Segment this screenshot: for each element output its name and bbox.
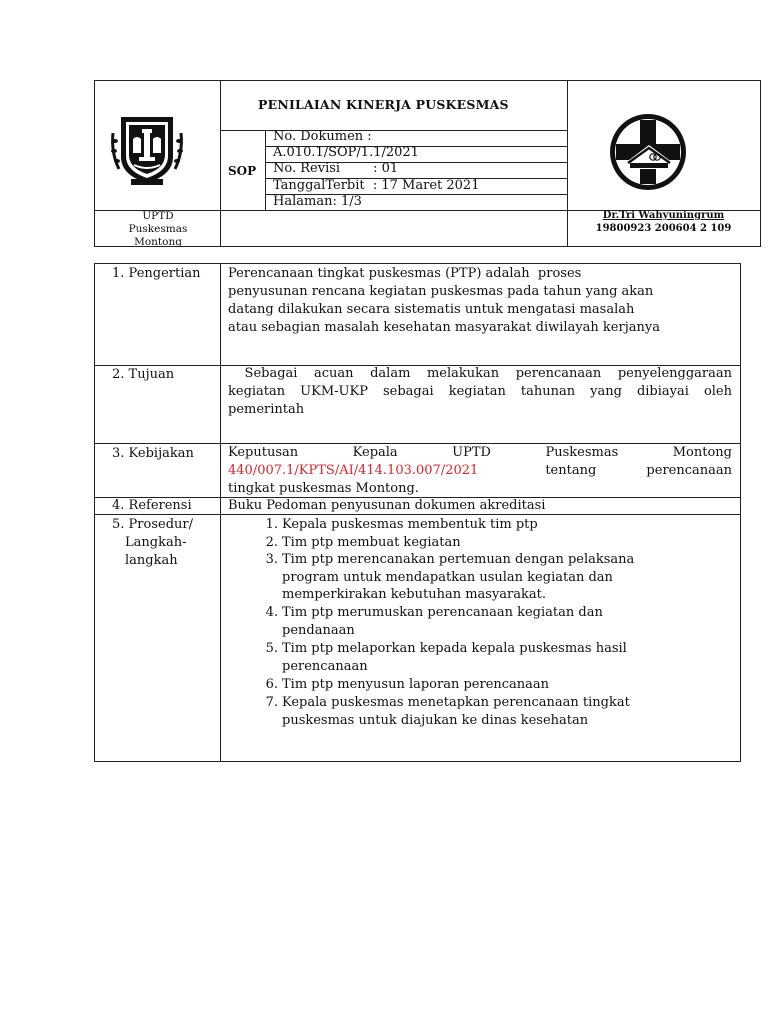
coat-of-arms-logo: [109, 113, 185, 187]
doc-number-label: No. Dokumen :: [273, 129, 372, 144]
tujuan-line: Sebagai acuan dalam melakukan perencanaan penyelenggaraan: [228, 366, 732, 381]
org-name-line2: Puskesmas: [128, 223, 188, 235]
issue-date: TanggalTerbit : 17 Maret 2021: [273, 178, 480, 193]
kebijakan-line: tingkat puskesmas Montong.: [228, 481, 419, 496]
procedure-steps: 1. Kepala puskesmas membentuk tim ptp 2. Tim ptp membuat kegiatan 3. Tim ptp merencanakan pertemuan dengan pelaksana program untuk mendapatkan usulan kegiatan dan memperkirakan kebutuhan masyarakat. 4. Tim ptp merumuskan perencanaan kegiatan dan pendanaan 5. Tim ptp melaporkan kepada kepala puskesmas hasil perencanaan 6. Tim ptp menyusun laporan perencanaan 7. Kepala puskesmas menetapkan perencanaan tingkat puskesmas untuk diajukan ke dinas kesehatan: [258, 516, 728, 756]
label-referensi: 4. Referensi: [112, 498, 192, 513]
label-pengertian: 1. Pengertian: [112, 266, 201, 281]
pengertian-line: Perencanaan tingkat puskesmas (PTP) adalah proses: [228, 266, 582, 281]
pengertian-line: penyusunan rencana kegiatan puskesmas pada tahun yang akan: [228, 284, 654, 299]
label-prosedur: Langkah-: [125, 535, 187, 550]
label-prosedur: 5. Prosedur/: [112, 517, 193, 532]
kebijakan-line: Keputusan Kepala UPTD Puskesmas Montong: [228, 445, 732, 460]
revision-number: No. Revisi : 01: [273, 161, 399, 176]
pengertian-line: datang dilakukan secara sistematis untuk mengatasi masalah: [228, 302, 635, 317]
header-table: [94, 80, 761, 247]
pengertian-line: atau sebagian masalah kesehatan masyarakat diwilayah kerjanya: [228, 320, 660, 335]
label-tujuan: 2. Tujuan: [112, 367, 175, 382]
label-kebijakan: 3. Kebijakan: [112, 446, 194, 461]
list-item: 3. Tim ptp merencanakan pertemuan dengan pelaksana program untuk mendapatkan usulan kegiatan dan memperkirakan kebutuhan masyarakat.: [265, 552, 635, 602]
org-name-line3: Montong: [134, 236, 182, 248]
list-item: 5. Tim ptp melaporkan kepada kepala puskesmas hasil perencanaan: [265, 641, 627, 674]
signer-name: Dr.Tri Wahyuningrum: [602, 210, 725, 221]
referensi-text: Buku Pedoman penyusunan dokumen akreditasi: [228, 498, 546, 513]
sop-content-table: [94, 263, 741, 762]
label-prosedur: langkah: [125, 553, 178, 568]
list-item: 7. Kepala puskesmas menetapkan perencanaan tingkat puskesmas untuk diajukan ke dinas kesehatan: [265, 695, 630, 728]
org-name-line1: UPTD: [142, 210, 174, 222]
sop-label: SOP: [228, 164, 257, 178]
signer-nip: 19800923 200604 2 109: [595, 223, 732, 234]
kebijakan-line2: [228, 462, 732, 480]
tujuan-line: kegiatan UKM-UKP sebagai kegiatan tahunan yang dibiayai oleh: [228, 384, 732, 399]
tujuan-line: pemerintah: [228, 402, 305, 417]
doc-number-value: A.010.1/SOP/1.1/2021: [273, 145, 419, 160]
puskesmas-logo: [607, 111, 689, 193]
decree-number: 440/007.1/KPTS/AI/414.103.007/2021: [228, 463, 479, 478]
list-item: 4. Tim ptp merumuskan perencanaan kegiatan dan pendanaan: [265, 605, 603, 638]
document-title: PENILAIAN KINERJA PUSKESMAS: [258, 97, 509, 112]
page-count: Halaman: 1/3: [273, 194, 362, 209]
kebijakan-line2-rest: tentang perencanaan: [495, 463, 732, 478]
